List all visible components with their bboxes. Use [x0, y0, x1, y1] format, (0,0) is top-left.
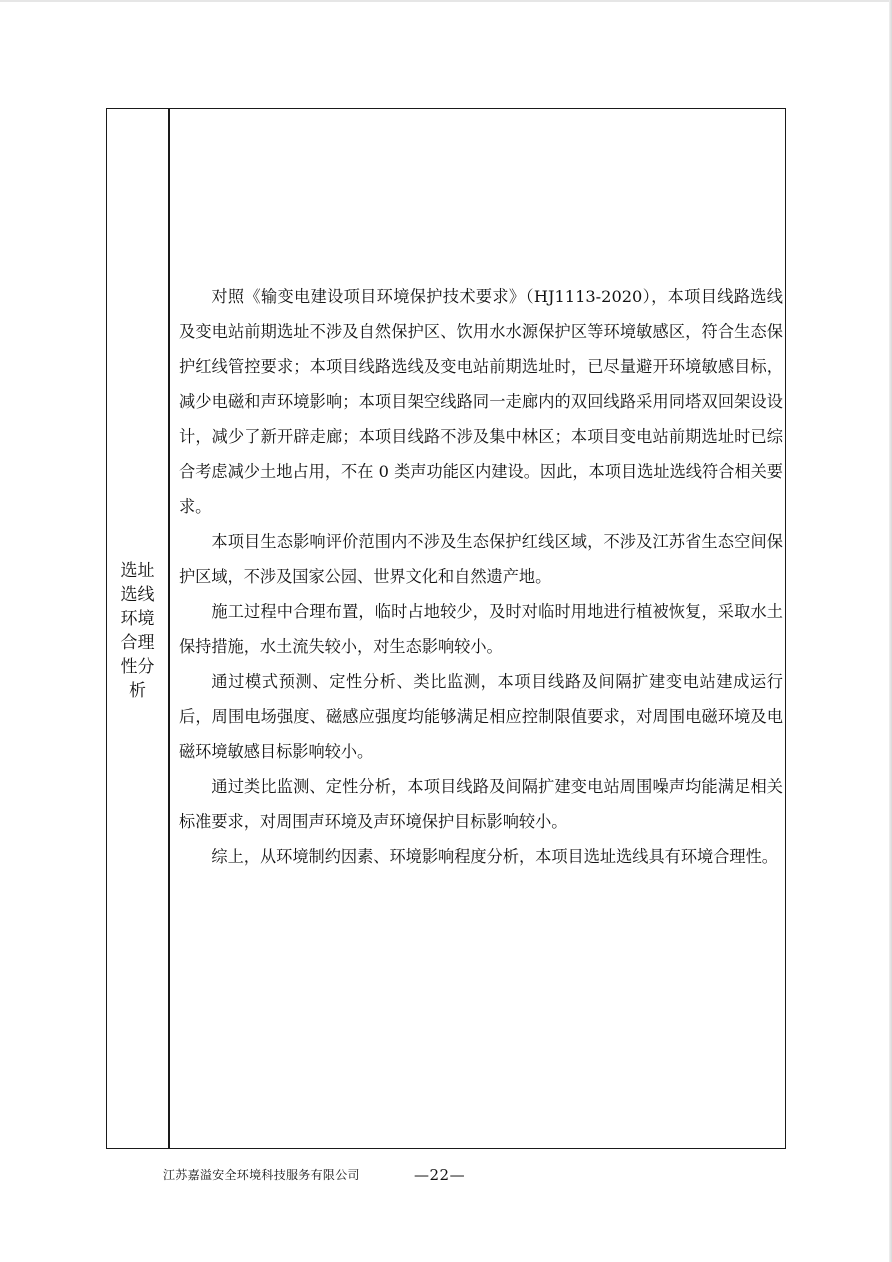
paragraph-noise: 通过类比监测、定性分析，本项目线路及间隔扩建变电站周围噪声均能满足相关标准要求，对周围声环境及声环境保护目标影响较小。: [179, 777, 783, 831]
paragraph-construction: 施工过程中合理布置，临时占地较少，及时对临时用地进行植被恢复，采取水土保持措施，水土流失较小，对生态影响较小。: [179, 602, 783, 656]
paragraph-ecological-scope: 本项目生态影响评价范围内不涉及生态保护红线区域，不涉及江苏省生态空间保护区域，不涉及国家公园、世界文化和自然遗产地。: [179, 532, 783, 586]
page-top-edge: [0, 0, 892, 2]
row-header-line: 合理: [120, 633, 155, 653]
row-header-line: 析: [129, 681, 146, 701]
column-divider: [168, 109, 170, 1148]
row-header-line: 选线: [120, 585, 155, 605]
row-header-line: 环境: [120, 609, 155, 629]
row-header-line: 性分: [120, 657, 155, 677]
row-header-line: 选址: [120, 561, 155, 581]
paragraph-electromagnetic: 通过模式预测、定性分析、类比监测，本项目线路及间隔扩建变电站建成运行后，周围电场强度、磁感应强度均能够满足相应控制限值要求，对周围电磁环境及电磁环境敏感目标影响较小。: [179, 672, 783, 761]
paragraph-conclusion: 综上，从环境制约因素、环境影响程度分析，本项目选址选线具有环境合理性。: [211, 847, 778, 866]
footer-company-name: 江苏嘉溢安全环境科技服务有限公司: [163, 1168, 360, 1182]
paragraph-technical-requirements: 对照《输变电建设项目环境保护技术要求》（HJ1113-2020），本项目线路选线及变电站前期选址不涉及自然保护区、饮用水水源保护区等环境敏感区，符合生态保护红线管控要求；本项目线路选线及变电站前期选址时，已尽量避开环境敏感目标，减少电磁和声环境影响；本项目架空线路同一走廊内的双回线路采用同塔双回架设设计，减少了新开辟走廊；本项目线路不涉及集中林区；本项目变电站前期选址时已综合考虑减少土地占用，不在 0 类声功能区内建设。因此，本项目选址选线符合相关要求。: [179, 287, 783, 516]
footer-page-number: —22—: [414, 1166, 466, 1184]
analysis-content: [179, 279, 783, 874]
row-header-site-selection: [107, 559, 168, 703]
analysis-table: [106, 108, 786, 1149]
